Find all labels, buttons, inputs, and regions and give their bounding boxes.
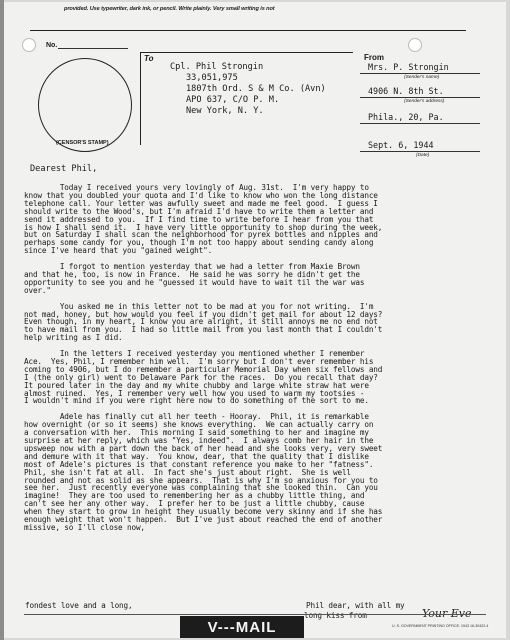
recipient-city: New York, N. Y.: [186, 106, 264, 116]
punch-hole-left: [22, 38, 36, 52]
vmail-logo: V---MAIL: [180, 616, 304, 638]
letter-body: Today I received yours very lovingly of Aug. 31st. I'm very happy to know that you doubled your quota and I'd like to know who won the long distance telephone call. Your letter was awfully sweet and made me feel good. I guess I should write to the Wood's, but I'm afraid I'd have to write them a letter and send it addressed to you. If I find time to write before I hear from you that is how I shall send it. I have very little opportunity to shop during the week, but on Saturday I shall scan the neighborhood for pyrex bottles and nipples and perhaps some candy for you, though I'm not too happy about sending candy along since I've heard that you "gained weight". I forgot to mention yesterday that we had a letter from Maxie Brown and that he, too, is now in France. He said he was sorry he didn't get the opportunity to see you and he "guessed it would have to wait til the war was over." You asked me in this letter not to be mad at you for not writing. I'm not mad, honey, but how would you feel if you didn't get mail for about 12 days? Even though, in my heart, I know you are alright, it still annoys me no end not to have mail from you. I had so little mail from you last month that I couldn't help writing as I did. In the letters I received yesterday you mentioned whether I remember Ace. Yes, Phil, I remember him well. I'm sorry but I don't ever remember his coming to 4906, but I do remember a particular Memorial Day when six fellows and I (the only girl) went to Delaware Park for the races. Do you recall that day? It poured later in the day and my white chubby and large white straw hat were almost ruined. Yes, I remember very well how you used to warm my tootsies - I wouldn't mind if you were right here now to do something of the sort to me. Adele has finally cut all her teeth - Hooray. Phil, it is remarkable how overnight (or so it seems) she knows everything. We can actually carry on a conversation with her. This morning I said something to her and imagine my surprise at her reply, which was "Yes, indeed". I always comb her hair in the upsweep now with a part down the back of her head and she looks very, very sweet and demure with it that way. You know, dear, that the quality that I dislike most of Adele's pictures is that constant reference you make to her "fatness". Phil, she isn't fat at all. In fact she's just about right. She is well rounded and not as solid as she appears. That is why I'm so anxious for you to see her. Just recently everyone was complaining that she looked thin. Can you imagine! They are too used to remembering her as a chubby little thing, and can't see her any other way. I prefer her to be just a little chubby, cause when they start to grow in height they usually become very skinny and if she has enough weight that won't happen. But I've just about reached the end of another missive, so I'll close now,: [24, 183, 383, 532]
sender-address-field: [360, 86, 480, 98]
closing-left: fondest love and a long,: [25, 601, 133, 610]
censor-stamp-circle: [38, 58, 132, 152]
to-label: To: [144, 54, 154, 63]
sender-city: Phila., 20, Pa.: [368, 112, 444, 122]
printing-office-note: U. S. GOVERNMENT PRINTING OFFICE: 1943 16-30422-4: [392, 624, 489, 628]
closing-right-2: long kiss from: [304, 611, 367, 620]
recipient-apo: APO 637, C/O P. M.: [186, 95, 280, 105]
recipient-address: [170, 62, 326, 117]
closing-right: Phil dear, with all my: [306, 601, 405, 610]
recipient-serial: 33,051,975: [186, 73, 238, 83]
date-caption: (Date): [416, 153, 430, 158]
top-rule: [30, 30, 466, 31]
punch-hole-right: [408, 38, 422, 52]
serial-no-line: [58, 48, 128, 49]
letter-greeting: Dearest Phil,: [30, 164, 98, 174]
sender-city-field: [360, 112, 480, 124]
sender-name-caption: (Sender's name): [404, 75, 440, 80]
recipient-unit: 1807th Ord. S & M Co. (Avn): [186, 84, 326, 94]
serial-no-label: No.: [46, 42, 58, 49]
sender-address: 4906 N. 8th St.: [368, 86, 444, 96]
sender-name: Mrs. P. Strongin: [368, 62, 449, 72]
from-label: From: [364, 53, 384, 62]
recipient-name: Cpl. Phil Strongin: [170, 62, 264, 72]
vmail-sheet: [4, 2, 506, 638]
form-instructions: [64, 6, 484, 13]
sender-address-caption: (Sender's address): [404, 99, 445, 104]
instructions-line: provided. Use typewriter, dark ink, or pencil. Write plainly. Very small writing is not: [64, 6, 275, 12]
footer-rule: [24, 614, 486, 615]
sender-name-field: [360, 62, 480, 74]
date-field: [360, 140, 480, 152]
handwritten-signature: Your Eve: [422, 607, 472, 620]
censor-stamp-label: (CENSOR'S STAMP): [56, 140, 109, 146]
letter-date: Sept. 6, 1944: [368, 140, 434, 150]
